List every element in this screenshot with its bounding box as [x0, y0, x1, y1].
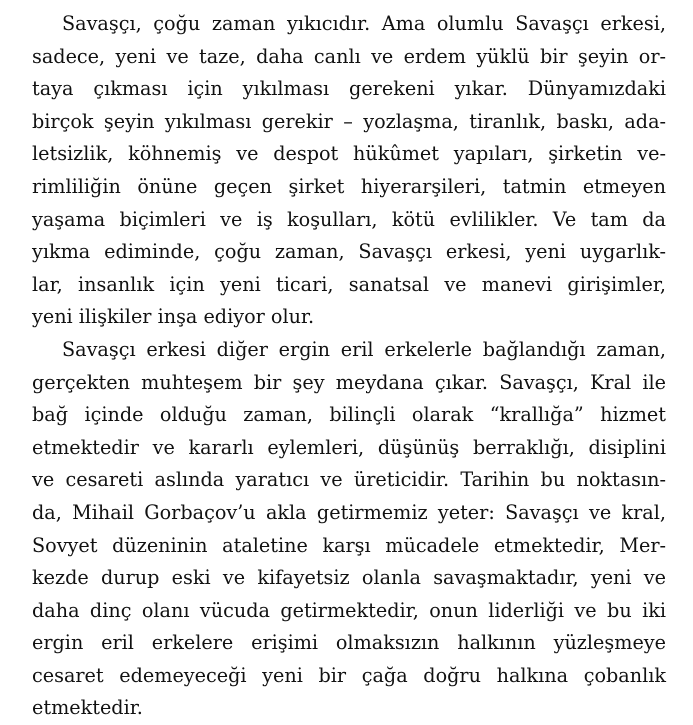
text-line: gerçekten muhteşem bir şey meydana çıkar. Savaşçı, Kral ile	[32, 370, 666, 394]
text-line: taya çıkması için yıkılması gerekeni yıkar. Dünyamızdaki	[32, 77, 666, 101]
text-line: Savaşçı, çoğu zaman yıkıcıdır. Ama olumlu Savaşçı erkesi,	[62, 12, 666, 35]
text-line: letsizlik, köhnemiş ve despot hükûmet yapıları, şirketin ve-	[32, 142, 666, 166]
text-line: sadece, yeni ve taze, daha canlı ve erdem yüklü bir şeyin or-	[32, 44, 666, 68]
text-line: da, Mihail Gorbaçov’u akla getirmemiz yeter: Savaşçı ve kral,	[32, 500, 666, 524]
text-line: bağ içinde olduğu zaman, bilinçli olarak “krallığa” hizmet	[32, 403, 666, 427]
text-line: cesaret edemeyeceği yeni bir çağa doğru halkına çobanlık	[32, 663, 666, 687]
text-line: ve cesareti aslında yaratıcı ve üreticidir. Tarihin bu noktasın-	[32, 468, 666, 492]
text-line: kezde durup eski ve kifayetsiz olanla savaşmaktadır, yeni ve	[32, 566, 666, 590]
text-line: yıkma ediminde, çoğu zaman, Savaşçı erkesi, yeni uygarlık-	[32, 240, 666, 264]
text-line: daha dinç olanı vücuda getirmektedir, onun liderliği ve bu iki	[32, 598, 666, 622]
text-line: yeni ilişkiler inşa ediyor olur.	[32, 305, 315, 329]
text-line: lar, insanlık için yeni ticari, sanatsal ve manevi girişimler,	[32, 272, 666, 296]
paragraph-2	[32, 334, 666, 725]
text-line: etmektedir ve kararlı eylemleri, düşünüş berraklığı, disiplini	[32, 435, 666, 459]
text-line: rimliliğin önüne geçen şirket hiyerarşileri, tatmin etmeyen	[32, 174, 666, 198]
text-line: yaşama biçimleri ve iş koşulları, kötü evlilikler. Ve tam da	[32, 207, 666, 231]
text-line: Sovyet düzeninin ataletine karşı mücadele etmektedir, Mer-	[32, 533, 666, 557]
text-line: ergin eril erkelere erişimi olmaksızın halkının yüzleşmeye	[32, 631, 666, 655]
text-line: Savaşçı erkesi diğer ergin eril erkelerle bağlandığı zaman,	[62, 337, 666, 361]
document-page	[32, 8, 666, 725]
text-line: etmektedir.	[32, 696, 143, 720]
text-line: birçok şeyin yıkılması gerekir – yozlaşma, tiranlık, baskı, ada-	[32, 109, 666, 133]
paragraph-1	[32, 8, 666, 334]
